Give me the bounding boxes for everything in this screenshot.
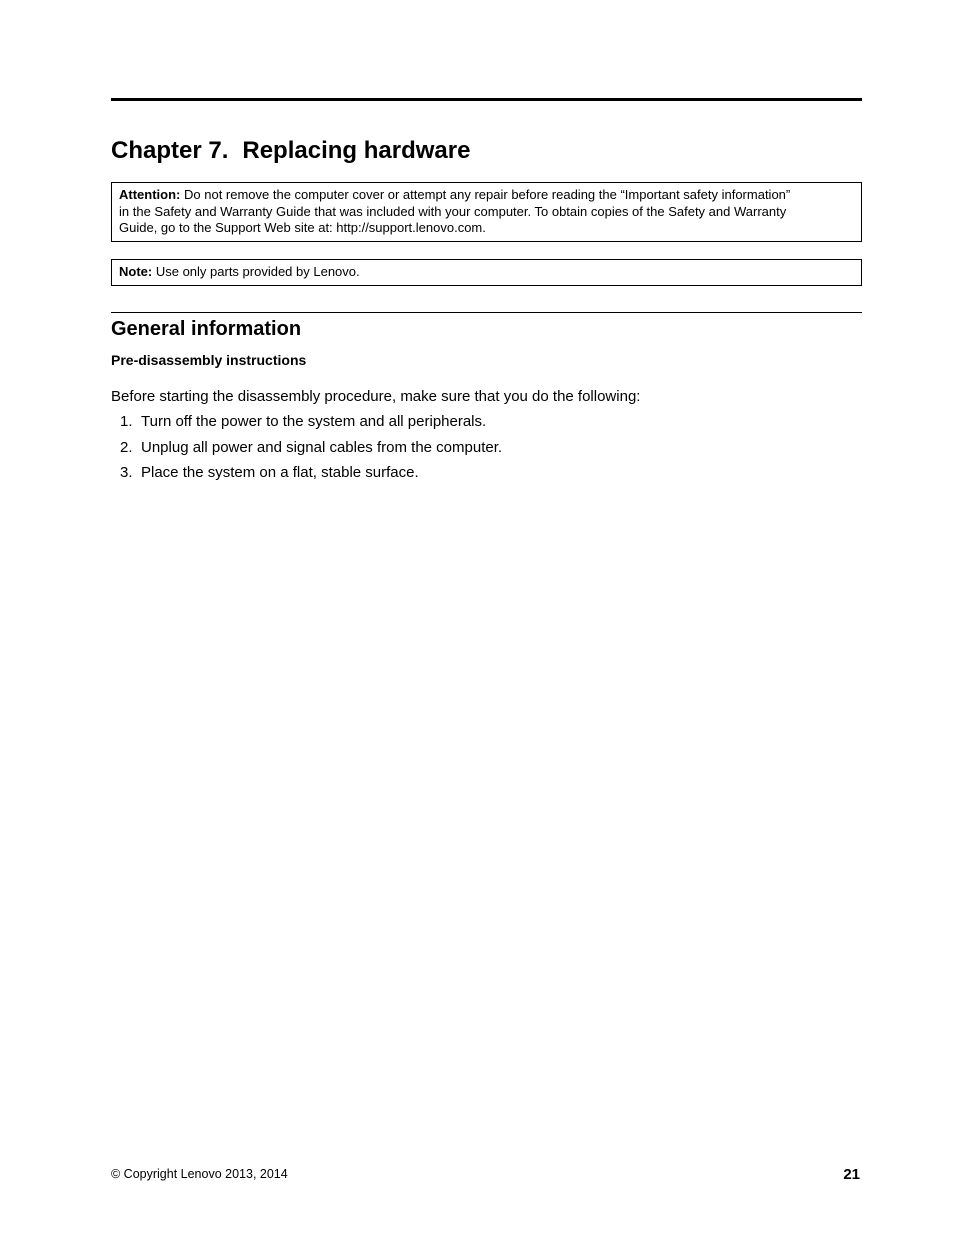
note-box: [111, 259, 862, 286]
step-text: Place the system on a flat, stable surface.: [141, 464, 419, 481]
step-text: Turn off the power to the system and all peripherals.: [141, 413, 487, 430]
step-number: 2.: [120, 438, 133, 456]
step-number: 3.: [120, 464, 133, 481]
note-text: Use only parts provided by Lenovo.: [155, 264, 360, 279]
attention-label: Attention:: [119, 187, 181, 202]
top-rule: [111, 98, 862, 101]
chapter-name: Replacing hardware: [242, 137, 471, 164]
section-title: General information: [111, 318, 302, 340]
attention-line-3: Guide, go to the Support Web site at: http://support.lenovo.com.: [119, 220, 486, 235]
page-number: 21: [843, 1166, 860, 1183]
step-number: 1.: [120, 413, 133, 430]
attention-text-1: Do not remove the computer cover or attempt any repair before reading the “Important safety information”: [184, 187, 791, 202]
step-text: Unplug all power and signal cables from the computer.: [141, 438, 503, 456]
section-rule: [111, 312, 862, 313]
subsection-title: Pre-disassembly instructions: [111, 352, 307, 368]
chapter-title: [111, 135, 470, 167]
intro-paragraph: Before starting the disassembly procedure, make sure that you do the following:: [111, 388, 641, 405]
attention-line-1: [119, 187, 854, 204]
chapter-label: Chapter 7.: [111, 137, 229, 164]
copyright: © Copyright Lenovo 2013, 2014: [111, 1167, 288, 1181]
attention-line-2: in the Safety and Warranty Guide that was included with your computer. To obtain copies of the Safety and Warranty: [119, 203, 787, 219]
note-label: Note:: [119, 264, 153, 279]
attention-box: [111, 182, 862, 242]
